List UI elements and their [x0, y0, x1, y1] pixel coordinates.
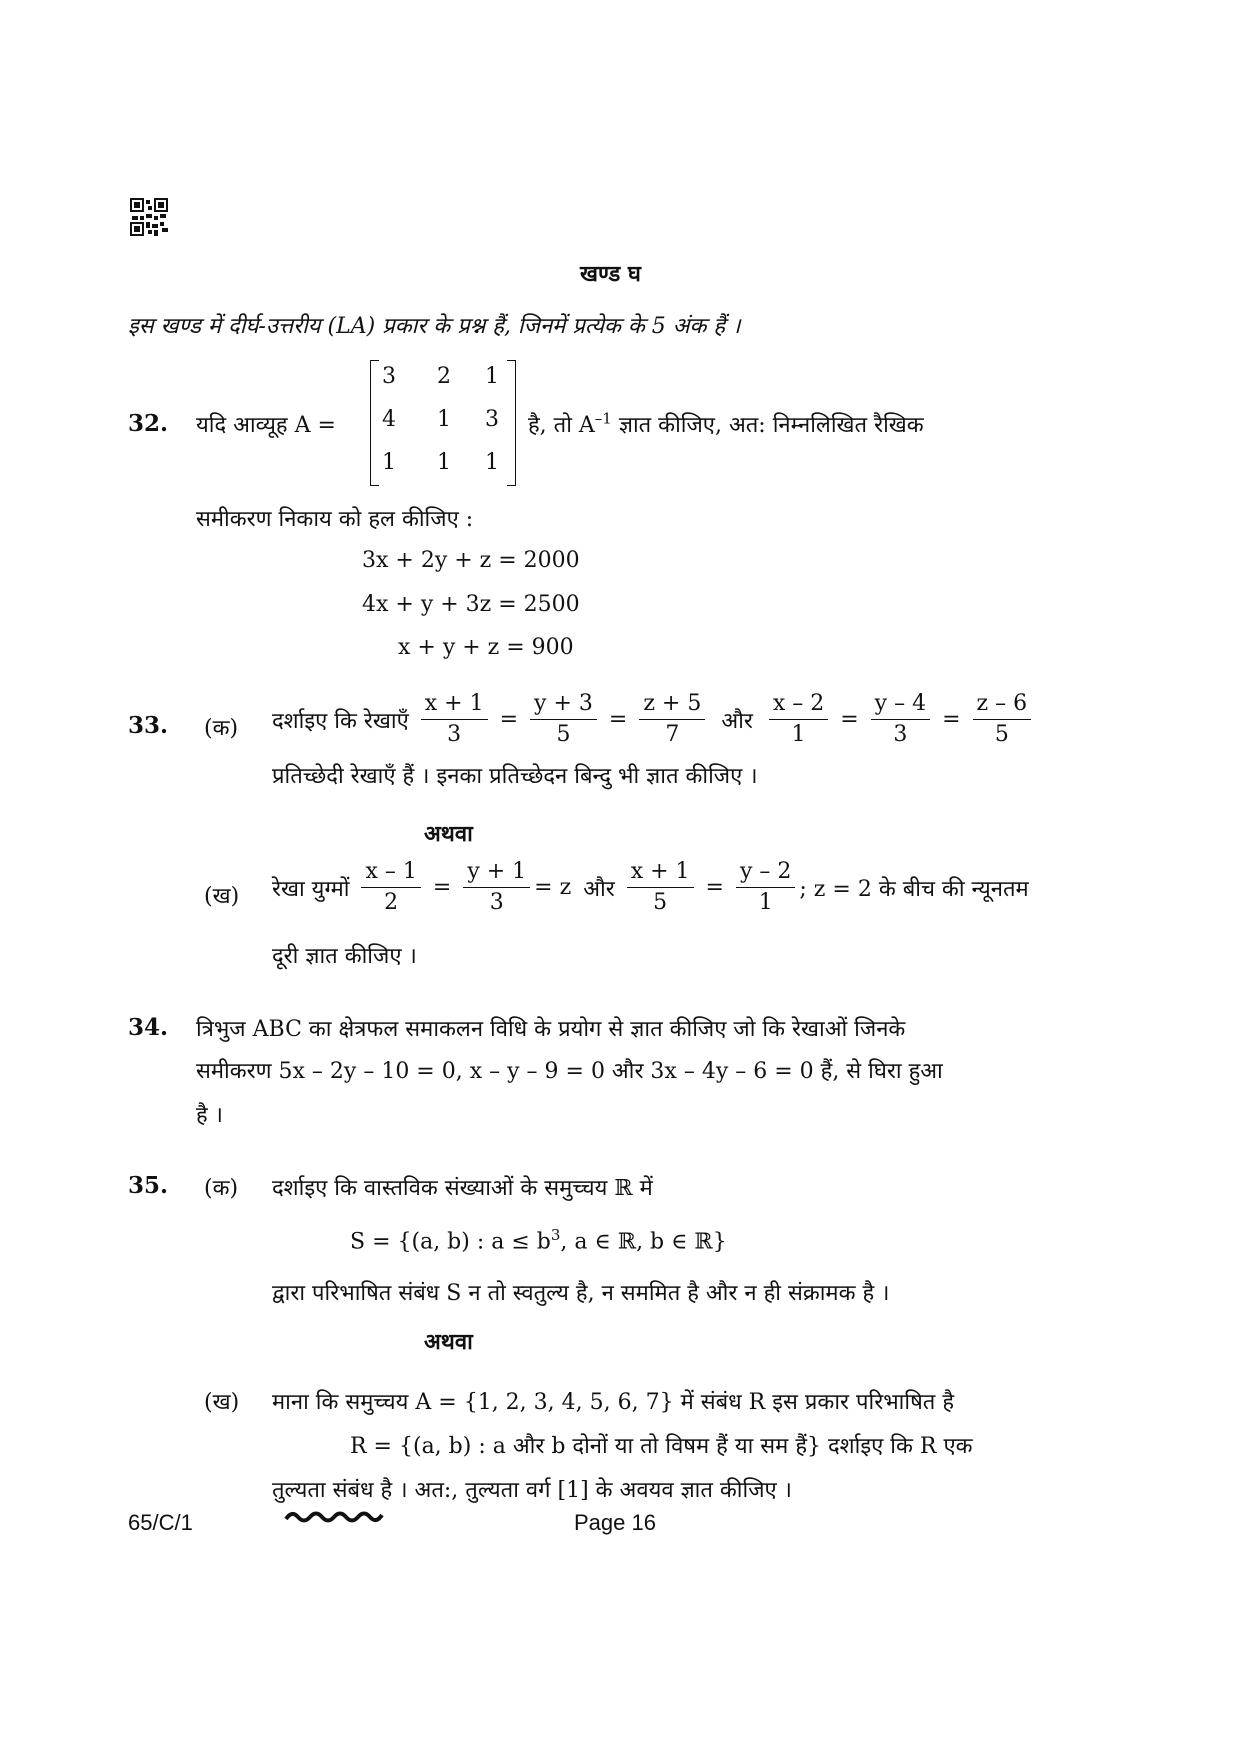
q35-part-b-text2: R = {(a, b) : a और b दोनों या तो विषम हैं या सम हैं} दर्शाइए कि R एक — [350, 1434, 973, 1459]
fraction-denominator: 1 — [791, 722, 806, 748]
matrix-cell: 3 — [485, 407, 499, 432]
matrix-cell: 1 — [485, 450, 499, 475]
question-number-33: 33. — [128, 712, 169, 739]
fraction-numerator: x + 1 — [421, 692, 488, 720]
matrix-a — [370, 360, 516, 484]
fraction — [871, 692, 930, 747]
matrix-cell: 2 — [437, 364, 451, 389]
q33-part-b-line: रेखा युग्मों $\frac{x - 1}{2}$ = $\frac{y + 1}{3}$ = z और $\frac{x + 1}{5}$ = $\frac{y - 2}{1}$ ; z = 2 के बीच की न्यूनतम — [272, 859, 1029, 916]
aur-text: और — [721, 708, 753, 734]
fraction — [627, 860, 694, 915]
or-divider-35: अथवा — [424, 1329, 473, 1355]
q32-line2: समीकरण निकाय को हल कीजिए : — [196, 507, 474, 532]
matrix-cell: 1 — [437, 407, 451, 432]
fraction — [973, 692, 1032, 747]
q34-line1: त्रिभुज ABC का क्षेत्रफल समाकलन विधि के प्रयोग से ज्ञात कीजिए जो कि रेखाओं जिनके — [196, 1017, 906, 1042]
matrix-cell: 1 — [485, 364, 499, 389]
fraction-numerator: y – 2 — [736, 860, 795, 888]
equation-2: 4x + y + 3z = 2500 — [362, 592, 580, 617]
q33-part-a-text1: दर्शाइए कि रेखाएँ — [272, 708, 409, 734]
fraction-denominator: 3 — [447, 722, 462, 748]
fraction-denominator: 1 — [758, 890, 773, 916]
q35-part-b-label: (ख) — [204, 1390, 240, 1415]
fraction-numerator: x – 2 — [769, 692, 828, 720]
or-divider-33: अथवा — [424, 821, 473, 847]
fraction — [769, 692, 828, 747]
q33-part-b-label: (ख) — [204, 884, 240, 909]
paper-code: 65/C/1 — [128, 1510, 193, 1535]
equation-1: 3x + 2y + z = 2000 — [362, 548, 580, 573]
q35-set-definition — [350, 1226, 727, 1254]
fraction-denominator: 5 — [994, 722, 1009, 748]
fraction-denominator: 5 — [653, 890, 668, 916]
fraction-numerator: z + 5 — [639, 692, 705, 720]
q34-line2: समीकरण 5x – 2y – 10 = 0, x – y – 9 = 0 और 3x – 4y – 6 = 0 हैं, से घिरा हुआ — [196, 1059, 943, 1084]
question-number-35: 35. — [128, 1172, 169, 1199]
q34-line3: है । — [196, 1103, 224, 1128]
set-def-text1: S = {(a, b) : a ≤ b — [350, 1229, 551, 1255]
fraction-numerator: y + 1 — [463, 860, 530, 888]
fraction — [639, 692, 705, 747]
q32-suffix — [528, 409, 924, 439]
line-b-tail: ; z = 2 के बीच की न्यूनतम — [799, 876, 1029, 902]
fraction-denominator: 2 — [384, 890, 399, 916]
aur-text-b: और — [583, 876, 615, 902]
fraction-numerator: z – 6 — [973, 692, 1032, 720]
matrix-right-bracket — [507, 360, 516, 486]
q35-part-a-text2: द्वारा परिभाषित संबंध S न तो स्वतुल्य है, न सममित है और न ही संक्रामक है । — [272, 1281, 890, 1306]
fraction — [463, 860, 530, 915]
q32-suffix-text2: ज्ञात कीजिए, अत: निम्नलिखित रैखिक — [611, 413, 924, 438]
set-def-superscript: 3 — [550, 1226, 561, 1244]
q33-part-b-text1: रेखा युग्मों — [272, 876, 350, 902]
q35-part-b-text3: तुल्यता संबंध है । अत:, तुल्यता वर्ग [1] के अवयव ज्ञात कीजिए । — [272, 1478, 793, 1503]
q33-part-a-line: दर्शाइए कि रेखाएँ $\frac{x + 1}{3}$ = $\frac{y + 3}{5}$ = $\frac{z + 5}{7}$ और $\frac{x - 2}{1}$ = $\frac{y - 4}{3}$ = $\frac{z - 6}{5}$ — [272, 692, 1035, 747]
fraction-numerator: x – 1 — [361, 860, 420, 888]
fraction-denominator: 5 — [556, 722, 571, 748]
q32-prefix: यदि आव्यूह A = — [196, 413, 336, 438]
page-number: Page 16 — [574, 1510, 656, 1535]
fraction-numerator: y – 4 — [871, 692, 930, 720]
tilde-ornament-icon — [284, 1506, 384, 1528]
question-number-34: 34. — [128, 1014, 169, 1041]
set-def-text2: , a ∈ ℝ, b ∈ ℝ} — [560, 1229, 727, 1255]
q35-part-a-label: (क) — [204, 1176, 239, 1201]
fraction — [421, 692, 488, 747]
question-number-32: 32. — [128, 410, 169, 437]
section-title: खण्ड घ — [580, 261, 641, 287]
qr-code-icon — [130, 198, 168, 236]
equation-3: x + y + z = 900 — [398, 635, 574, 660]
q33-part-b-text2: दूरी ज्ञात कीजिए । — [272, 944, 417, 969]
fraction — [736, 860, 795, 915]
fraction-numerator: x + 1 — [627, 860, 694, 888]
fraction-denominator: 3 — [489, 890, 504, 916]
inverse-superscript: –1 — [594, 409, 612, 428]
matrix-cell: 4 — [382, 407, 396, 432]
fraction-numerator: y + 3 — [530, 692, 597, 720]
matrix-cell: 1 — [437, 450, 451, 475]
fraction — [530, 692, 597, 747]
matrix-cell: 1 — [382, 450, 396, 475]
matrix-cell: 3 — [382, 364, 396, 389]
q33-part-a-text2: प्रतिच्छेदी रेखाएँ हैं । इनका प्रतिच्छेदन बिन्दु भी ज्ञात कीजिए । — [272, 764, 758, 789]
fraction — [361, 860, 420, 915]
q32-suffix-text1: है, तो A — [528, 413, 595, 438]
fraction-denominator: 7 — [665, 722, 680, 748]
q35-part-a-text1: दर्शाइए कि वास्तविक संख्याओं के समुच्चय ℝ में — [272, 1176, 653, 1201]
section-instruction: इस खण्ड में दीर्घ-उत्तरीय (LA) प्रकार के प्रश्न हैं, जिनमें प्रत्येक के 5 अंक हैं । — [128, 314, 741, 339]
fraction-denominator: 3 — [893, 722, 908, 748]
q33-part-a-label: (क) — [204, 716, 239, 741]
q35-part-b-text1: माना कि समुच्चय A = {1, 2, 3, 4, 5, 6, 7} में संबंध R इस प्रकार परिभाषित है — [272, 1390, 955, 1415]
line-a-tail: = z — [534, 875, 572, 901]
